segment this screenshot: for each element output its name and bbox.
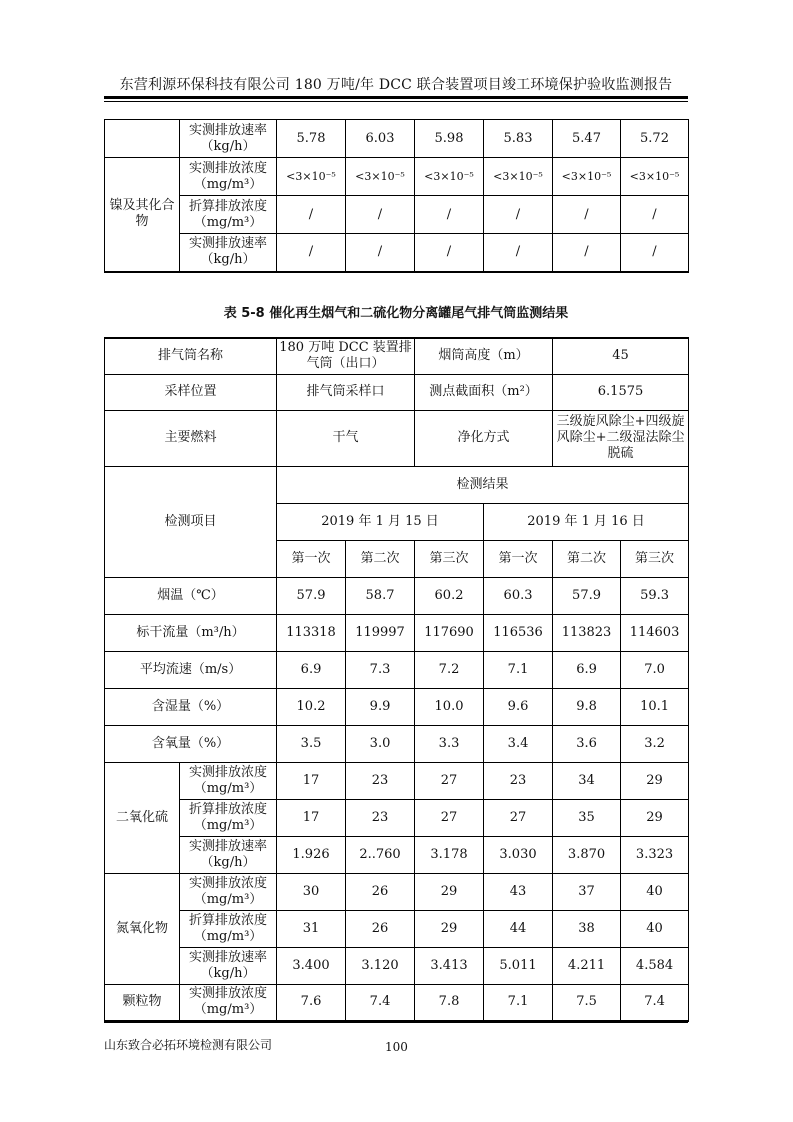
value-cell: 31 <box>277 910 346 947</box>
row-label: 实测排放速率 （kg/h） <box>180 234 277 272</box>
top-table-body <box>105 120 689 272</box>
value-cell: / <box>621 234 689 272</box>
group-label: 氮氧化物 <box>105 873 180 984</box>
value-cell: 60.3 <box>484 577 553 614</box>
value-cell: 57.9 <box>277 577 346 614</box>
table-row <box>105 614 689 651</box>
value-cell: 40 <box>621 910 689 947</box>
value-cell: 3.400 <box>277 947 346 984</box>
value-cell: 7.0 <box>621 651 689 688</box>
value-cell: 3.323 <box>621 836 689 873</box>
table-row <box>105 196 689 234</box>
table-row <box>105 910 689 947</box>
table-row <box>105 338 689 374</box>
table-row <box>105 651 689 688</box>
table-row <box>105 725 689 762</box>
value-cell: 3.5 <box>277 725 346 762</box>
value-cell: 29 <box>621 799 689 836</box>
table-row <box>105 120 689 158</box>
sampling-label: 采样位置 <box>105 374 277 410</box>
value-cell: 1.926 <box>277 836 346 873</box>
row-label: 实测排放浓度 （mg/m³） <box>180 873 277 910</box>
table-row <box>105 466 689 503</box>
header-rule <box>104 96 688 102</box>
row-label: 含湿量（%） <box>105 688 277 725</box>
row-label: 折算排放浓度 （mg/m³） <box>180 799 277 836</box>
value-cell: 29 <box>415 910 484 947</box>
value-cell: 2..760 <box>346 836 415 873</box>
value-cell: 37 <box>553 873 621 910</box>
value-cell: 44 <box>484 910 553 947</box>
row-label: 实测排放浓度 （mg/m³） <box>180 984 277 1021</box>
value-cell: <3×10⁻⁵ <box>346 158 415 196</box>
row-label: 实测排放浓度 （mg/m³） <box>180 762 277 799</box>
footer-rule <box>104 1022 688 1023</box>
value-cell: 113318 <box>277 614 346 651</box>
value-cell: 17 <box>277 762 346 799</box>
table-row <box>105 836 689 873</box>
group-label: 二氧化硫 <box>105 762 180 873</box>
value-cell: 5.47 <box>553 120 621 158</box>
stack-name-label: 排气筒名称 <box>105 338 277 374</box>
table-row <box>105 374 689 410</box>
value-cell: 6.03 <box>346 120 415 158</box>
value-cell: 3.178 <box>415 836 484 873</box>
value-cell: 6.9 <box>553 651 621 688</box>
group-label-empty <box>105 120 180 158</box>
date-2: 2019 年 1 月 16 日 <box>484 503 689 540</box>
table-row <box>105 410 689 466</box>
value-cell: 3.2 <box>621 725 689 762</box>
value-cell: 9.6 <box>484 688 553 725</box>
row-label: 含氧量（%） <box>105 725 277 762</box>
value-cell: 3.6 <box>553 725 621 762</box>
value-cell: 117690 <box>415 614 484 651</box>
value-cell: 3.3 <box>415 725 484 762</box>
value-cell: 40 <box>621 873 689 910</box>
group-label: 颗粒物 <box>105 984 180 1021</box>
value-cell: 10.2 <box>277 688 346 725</box>
value-cell: / <box>277 196 346 234</box>
value-cell: 6.9 <box>277 651 346 688</box>
value-cell: / <box>346 196 415 234</box>
fuel-label: 主要燃料 <box>105 410 277 466</box>
value-cell: <3×10⁻⁵ <box>621 158 689 196</box>
value-cell: 23 <box>346 762 415 799</box>
value-cell: 116536 <box>484 614 553 651</box>
row-label: 实测排放速率 （kg/h） <box>180 836 277 873</box>
footer-company: 山东致合必拓环境检测有限公司 <box>104 1038 273 1052</box>
value-cell: / <box>484 234 553 272</box>
value-cell: 9.9 <box>346 688 415 725</box>
report-header: 东营利源环保科技有限公司 180 万吨/年 DCC 联合装置项目竣工环境保护验收监测报告 <box>119 77 673 93</box>
value-cell: 7.8 <box>415 984 484 1021</box>
value-cell: 30 <box>277 873 346 910</box>
value-cell: 4.584 <box>621 947 689 984</box>
run-header: 第一次 <box>277 540 346 577</box>
value-cell: 5.72 <box>621 120 689 158</box>
value-cell: / <box>553 196 621 234</box>
value-cell: 23 <box>346 799 415 836</box>
fuel-value: 干气 <box>277 410 415 466</box>
table-row <box>105 158 689 196</box>
value-cell: 29 <box>621 762 689 799</box>
value-cell: / <box>277 234 346 272</box>
date-1: 2019 年 1 月 15 日 <box>277 503 484 540</box>
value-cell: 3.0 <box>346 725 415 762</box>
value-cell: 3.120 <box>346 947 415 984</box>
value-cell: 43 <box>484 873 553 910</box>
value-cell: 17 <box>277 799 346 836</box>
run-header: 第二次 <box>346 540 415 577</box>
table-row <box>105 984 689 1021</box>
row-label: 标干流量（m³/h） <box>105 614 277 651</box>
value-cell: 9.8 <box>553 688 621 725</box>
area-label: 测点截面积（m²） <box>415 374 553 410</box>
value-cell: 3.030 <box>484 836 553 873</box>
page-number: 100 <box>385 1040 408 1054</box>
value-cell: 60.2 <box>415 577 484 614</box>
value-cell: 7.6 <box>277 984 346 1021</box>
purify-label: 净化方式 <box>415 410 553 466</box>
value-cell: / <box>346 234 415 272</box>
group-label: 镍及其化合物 <box>105 158 180 272</box>
value-cell: 7.4 <box>346 984 415 1021</box>
value-cell: 27 <box>484 799 553 836</box>
table-row <box>105 577 689 614</box>
value-cell: 7.1 <box>484 651 553 688</box>
row-label: 实测排放速率 （kg/h） <box>180 947 277 984</box>
row-label: 折算排放浓度 （mg/m³） <box>180 910 277 947</box>
value-cell: 58.7 <box>346 577 415 614</box>
stack-height-label: 烟筒高度（m） <box>415 338 553 374</box>
top-table <box>104 119 689 273</box>
table-row <box>105 947 689 984</box>
value-cell: / <box>553 234 621 272</box>
stack-height-value: 45 <box>553 338 689 374</box>
value-cell: / <box>415 234 484 272</box>
value-cell: 119997 <box>346 614 415 651</box>
table-row <box>105 762 689 799</box>
run-header: 第三次 <box>621 540 689 577</box>
area-value: 6.1575 <box>553 374 689 410</box>
value-cell: 5.98 <box>415 120 484 158</box>
value-cell: 23 <box>484 762 553 799</box>
value-cell: 34 <box>553 762 621 799</box>
value-cell: 35 <box>553 799 621 836</box>
value-cell: <3×10⁻⁵ <box>553 158 621 196</box>
value-cell: 5.011 <box>484 947 553 984</box>
monitoring-table <box>104 337 689 1022</box>
run-header: 第三次 <box>415 540 484 577</box>
value-cell: <3×10⁻⁵ <box>415 158 484 196</box>
value-cell: / <box>621 196 689 234</box>
value-cell: 38 <box>553 910 621 947</box>
value-cell: / <box>484 196 553 234</box>
table-row <box>105 234 689 272</box>
value-cell: 3.870 <box>553 836 621 873</box>
value-cell: 7.5 <box>553 984 621 1021</box>
value-cell: 59.3 <box>621 577 689 614</box>
item-label: 检测项目 <box>105 466 277 577</box>
row-label: 实测排放浓度 （mg/m³） <box>180 158 277 196</box>
row-label: 烟温（℃） <box>105 577 277 614</box>
value-cell: 7.1 <box>484 984 553 1021</box>
row-label: 折算排放浓度 （mg/m³） <box>180 196 277 234</box>
purify-value: 三级旋风除尘+四级旋风除尘+二级湿法除尘脱硫 <box>553 410 689 466</box>
value-cell: 10.1 <box>621 688 689 725</box>
value-cell: 26 <box>346 910 415 947</box>
value-cell: 26 <box>346 873 415 910</box>
value-cell: 29 <box>415 873 484 910</box>
value-cell: 113823 <box>553 614 621 651</box>
result-label: 检测结果 <box>277 466 689 503</box>
value-cell: 7.3 <box>346 651 415 688</box>
value-cell: 27 <box>415 799 484 836</box>
value-cell: 114603 <box>621 614 689 651</box>
value-cell: 7.2 <box>415 651 484 688</box>
sampling-value: 排气筒采样口 <box>277 374 415 410</box>
stack-name-value: 180 万吨 DCC 装置排气筒（出口） <box>277 338 415 374</box>
value-cell: <3×10⁻⁵ <box>484 158 553 196</box>
table-row <box>105 873 689 910</box>
value-cell: 5.78 <box>277 120 346 158</box>
run-header: 第一次 <box>484 540 553 577</box>
value-cell: <3×10⁻⁵ <box>277 158 346 196</box>
row-label: 实测排放速率 （kg/h） <box>180 120 277 158</box>
table-caption: 表 5-8 催化再生烟气和二硫化物分离罐尾气排气筒监测结果 <box>223 306 569 321</box>
value-cell: 10.0 <box>415 688 484 725</box>
value-cell: / <box>415 196 484 234</box>
value-cell: 57.9 <box>553 577 621 614</box>
monitoring-table-body <box>105 338 689 1021</box>
row-label: 平均流速（m/s） <box>105 651 277 688</box>
run-header: 第二次 <box>553 540 621 577</box>
value-cell: 27 <box>415 762 484 799</box>
value-cell: 7.4 <box>621 984 689 1021</box>
table-row <box>105 799 689 836</box>
table-row <box>105 688 689 725</box>
value-cell: 4.211 <box>553 947 621 984</box>
value-cell: 3.4 <box>484 725 553 762</box>
value-cell: 5.83 <box>484 120 553 158</box>
value-cell: 3.413 <box>415 947 484 984</box>
